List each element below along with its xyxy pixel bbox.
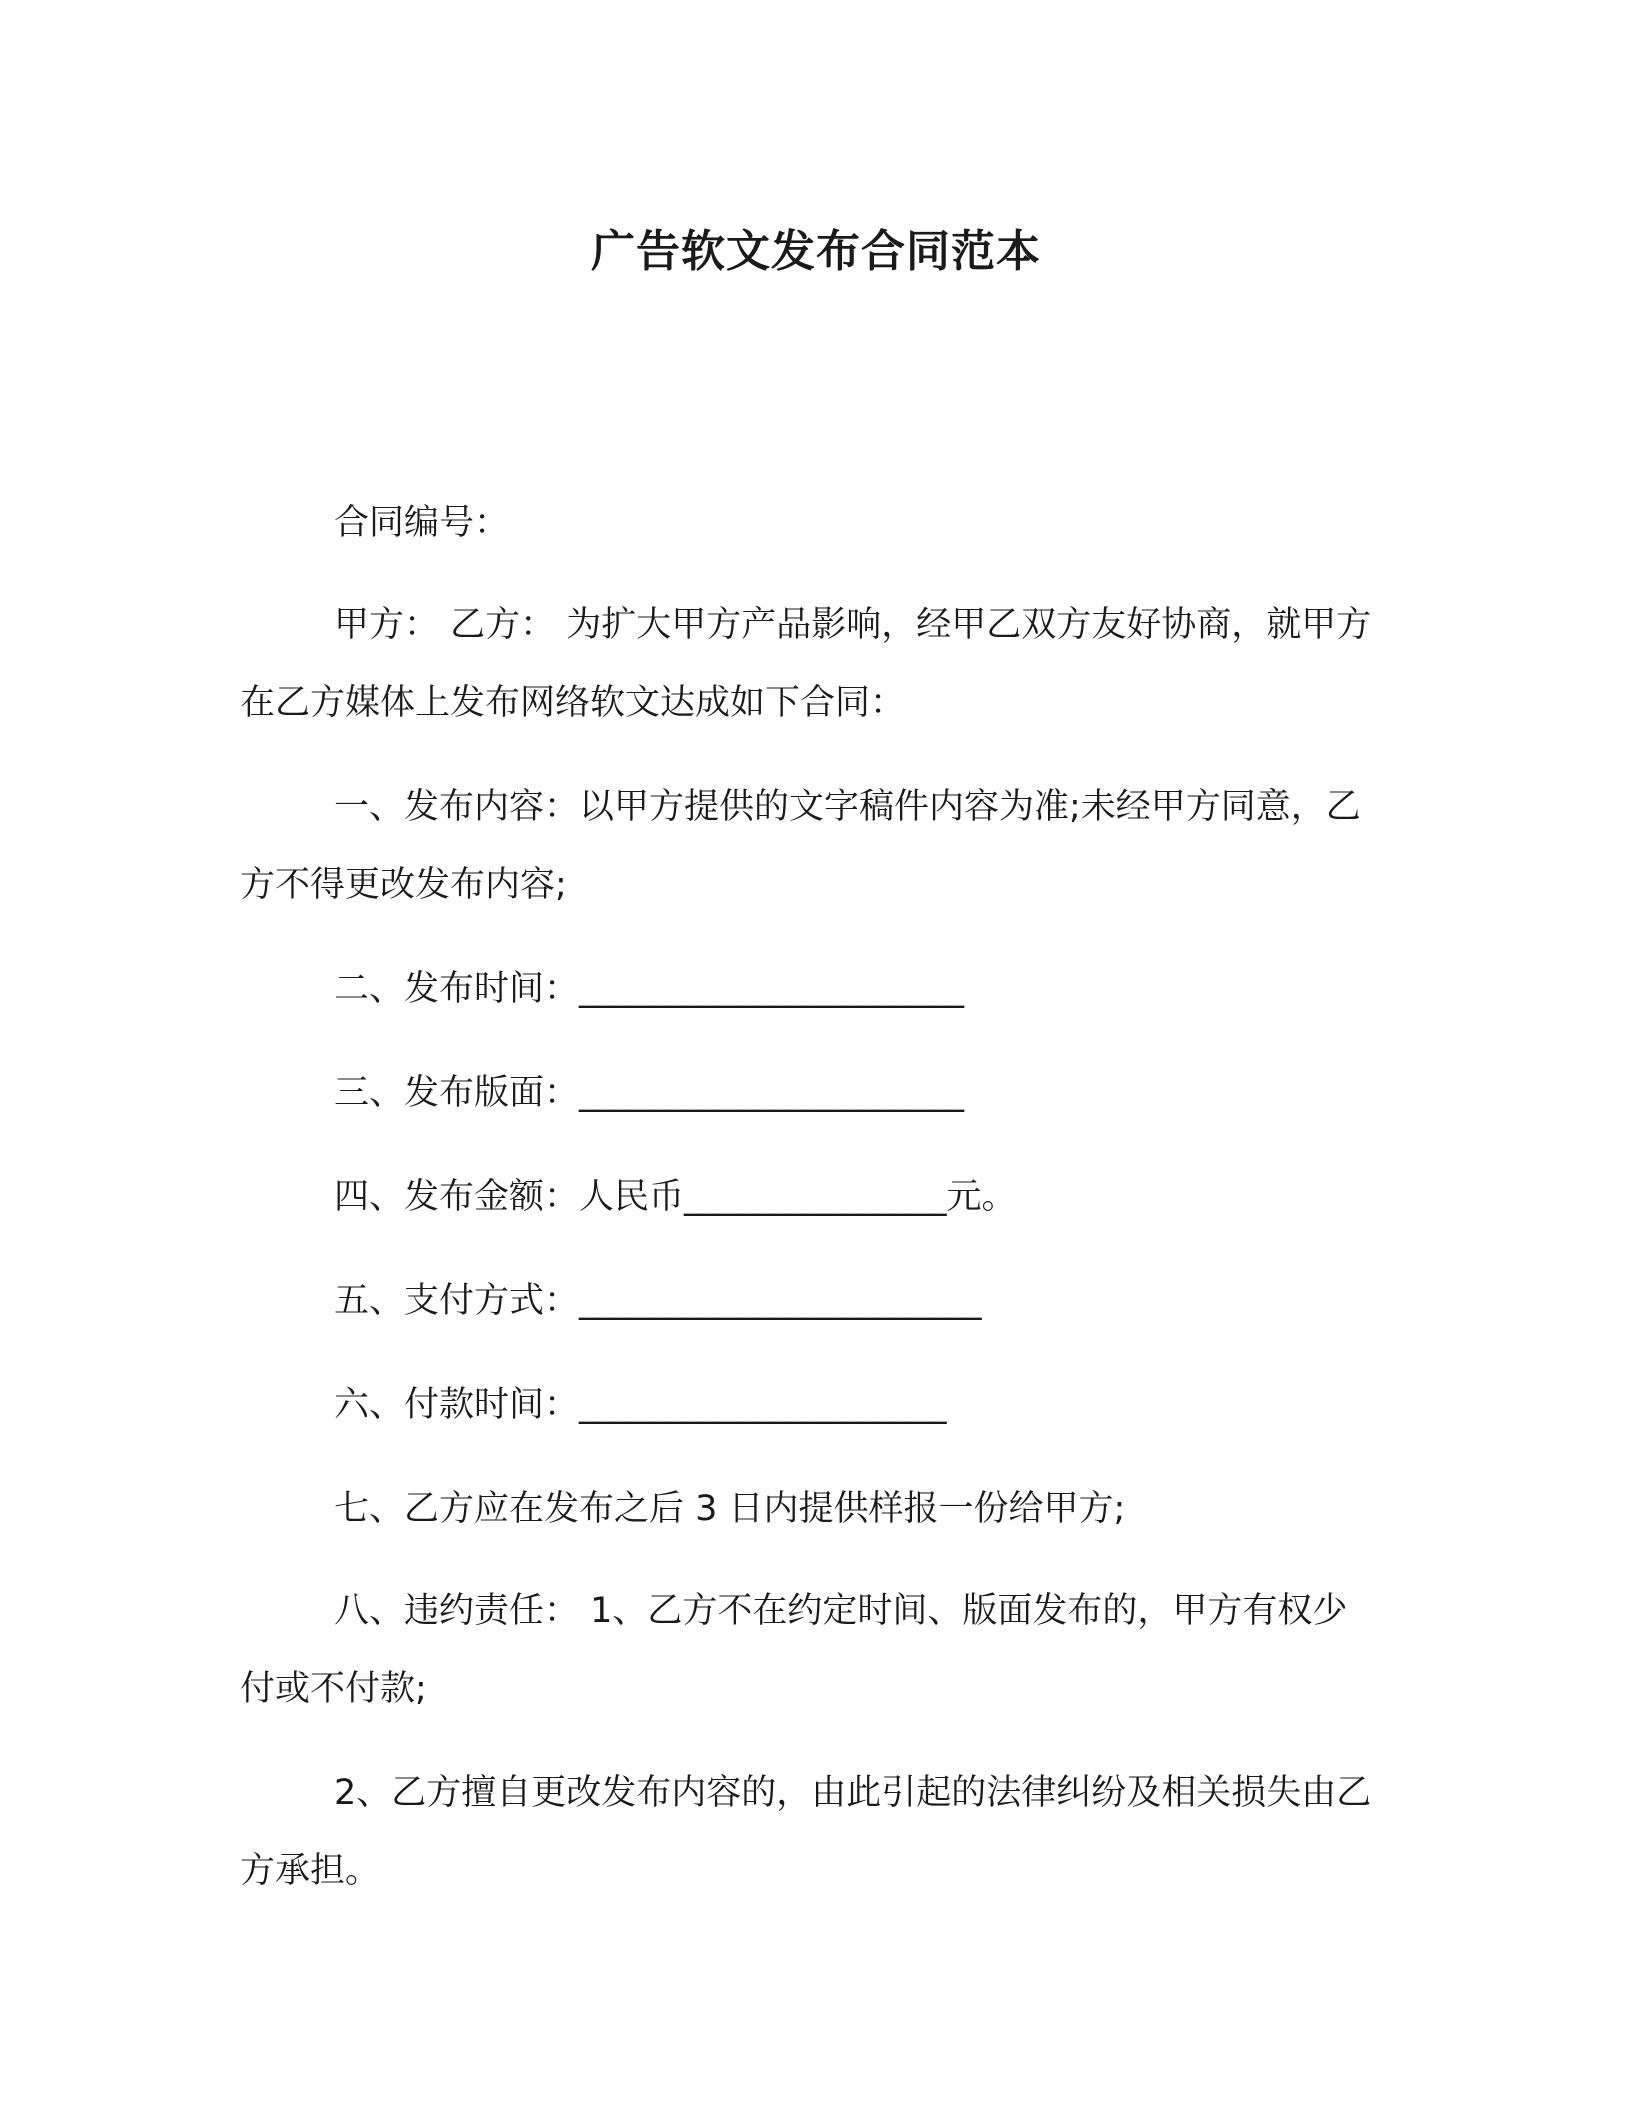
paragraph-clause-7: 七、乙方应在发布之后 3 日内提供样报一份给甲方; <box>334 1489 1126 1529</box>
paragraph-contract-number: 合同编号： <box>334 503 510 543</box>
document-title: 广告软文发布合同范本 <box>591 226 1041 277</box>
paragraph-clause-8: 八、违约责任： 1、乙方不在约定时间、版面发布的，甲方有权少付或不付款; <box>240 1591 1348 1709</box>
paragraph-clause-1: 一、发布内容：以甲方提供的文字稿件内容为准;未经甲方同意，乙方不得更改发布内容; <box>240 787 1361 905</box>
paragraph-clause-2: 二、发布时间：______________________ <box>334 969 965 1009</box>
paragraph-clause-4: 四、发布金额：人民币_______________元。 <box>334 1177 1017 1217</box>
paragraph-clause-8-2: 2、乙方擅自更改发布内容的，由此引起的法律纠纷及相关损失由乙方承担。 <box>240 1773 1372 1891</box>
paragraph-clause-3: 三、发布版面：______________________ <box>334 1073 965 1113</box>
paragraph-clause-5: 五、支付方式：_______________________ <box>334 1281 982 1321</box>
paragraph-parties: 甲方： 乙方： 为扩大甲方产品影响，经甲乙双方友好协商，就甲方在乙方媒体上发布网络软文达成如下合同： <box>240 605 1372 723</box>
paragraph-clause-6: 六、付款时间：_____________________ <box>334 1385 947 1425</box>
